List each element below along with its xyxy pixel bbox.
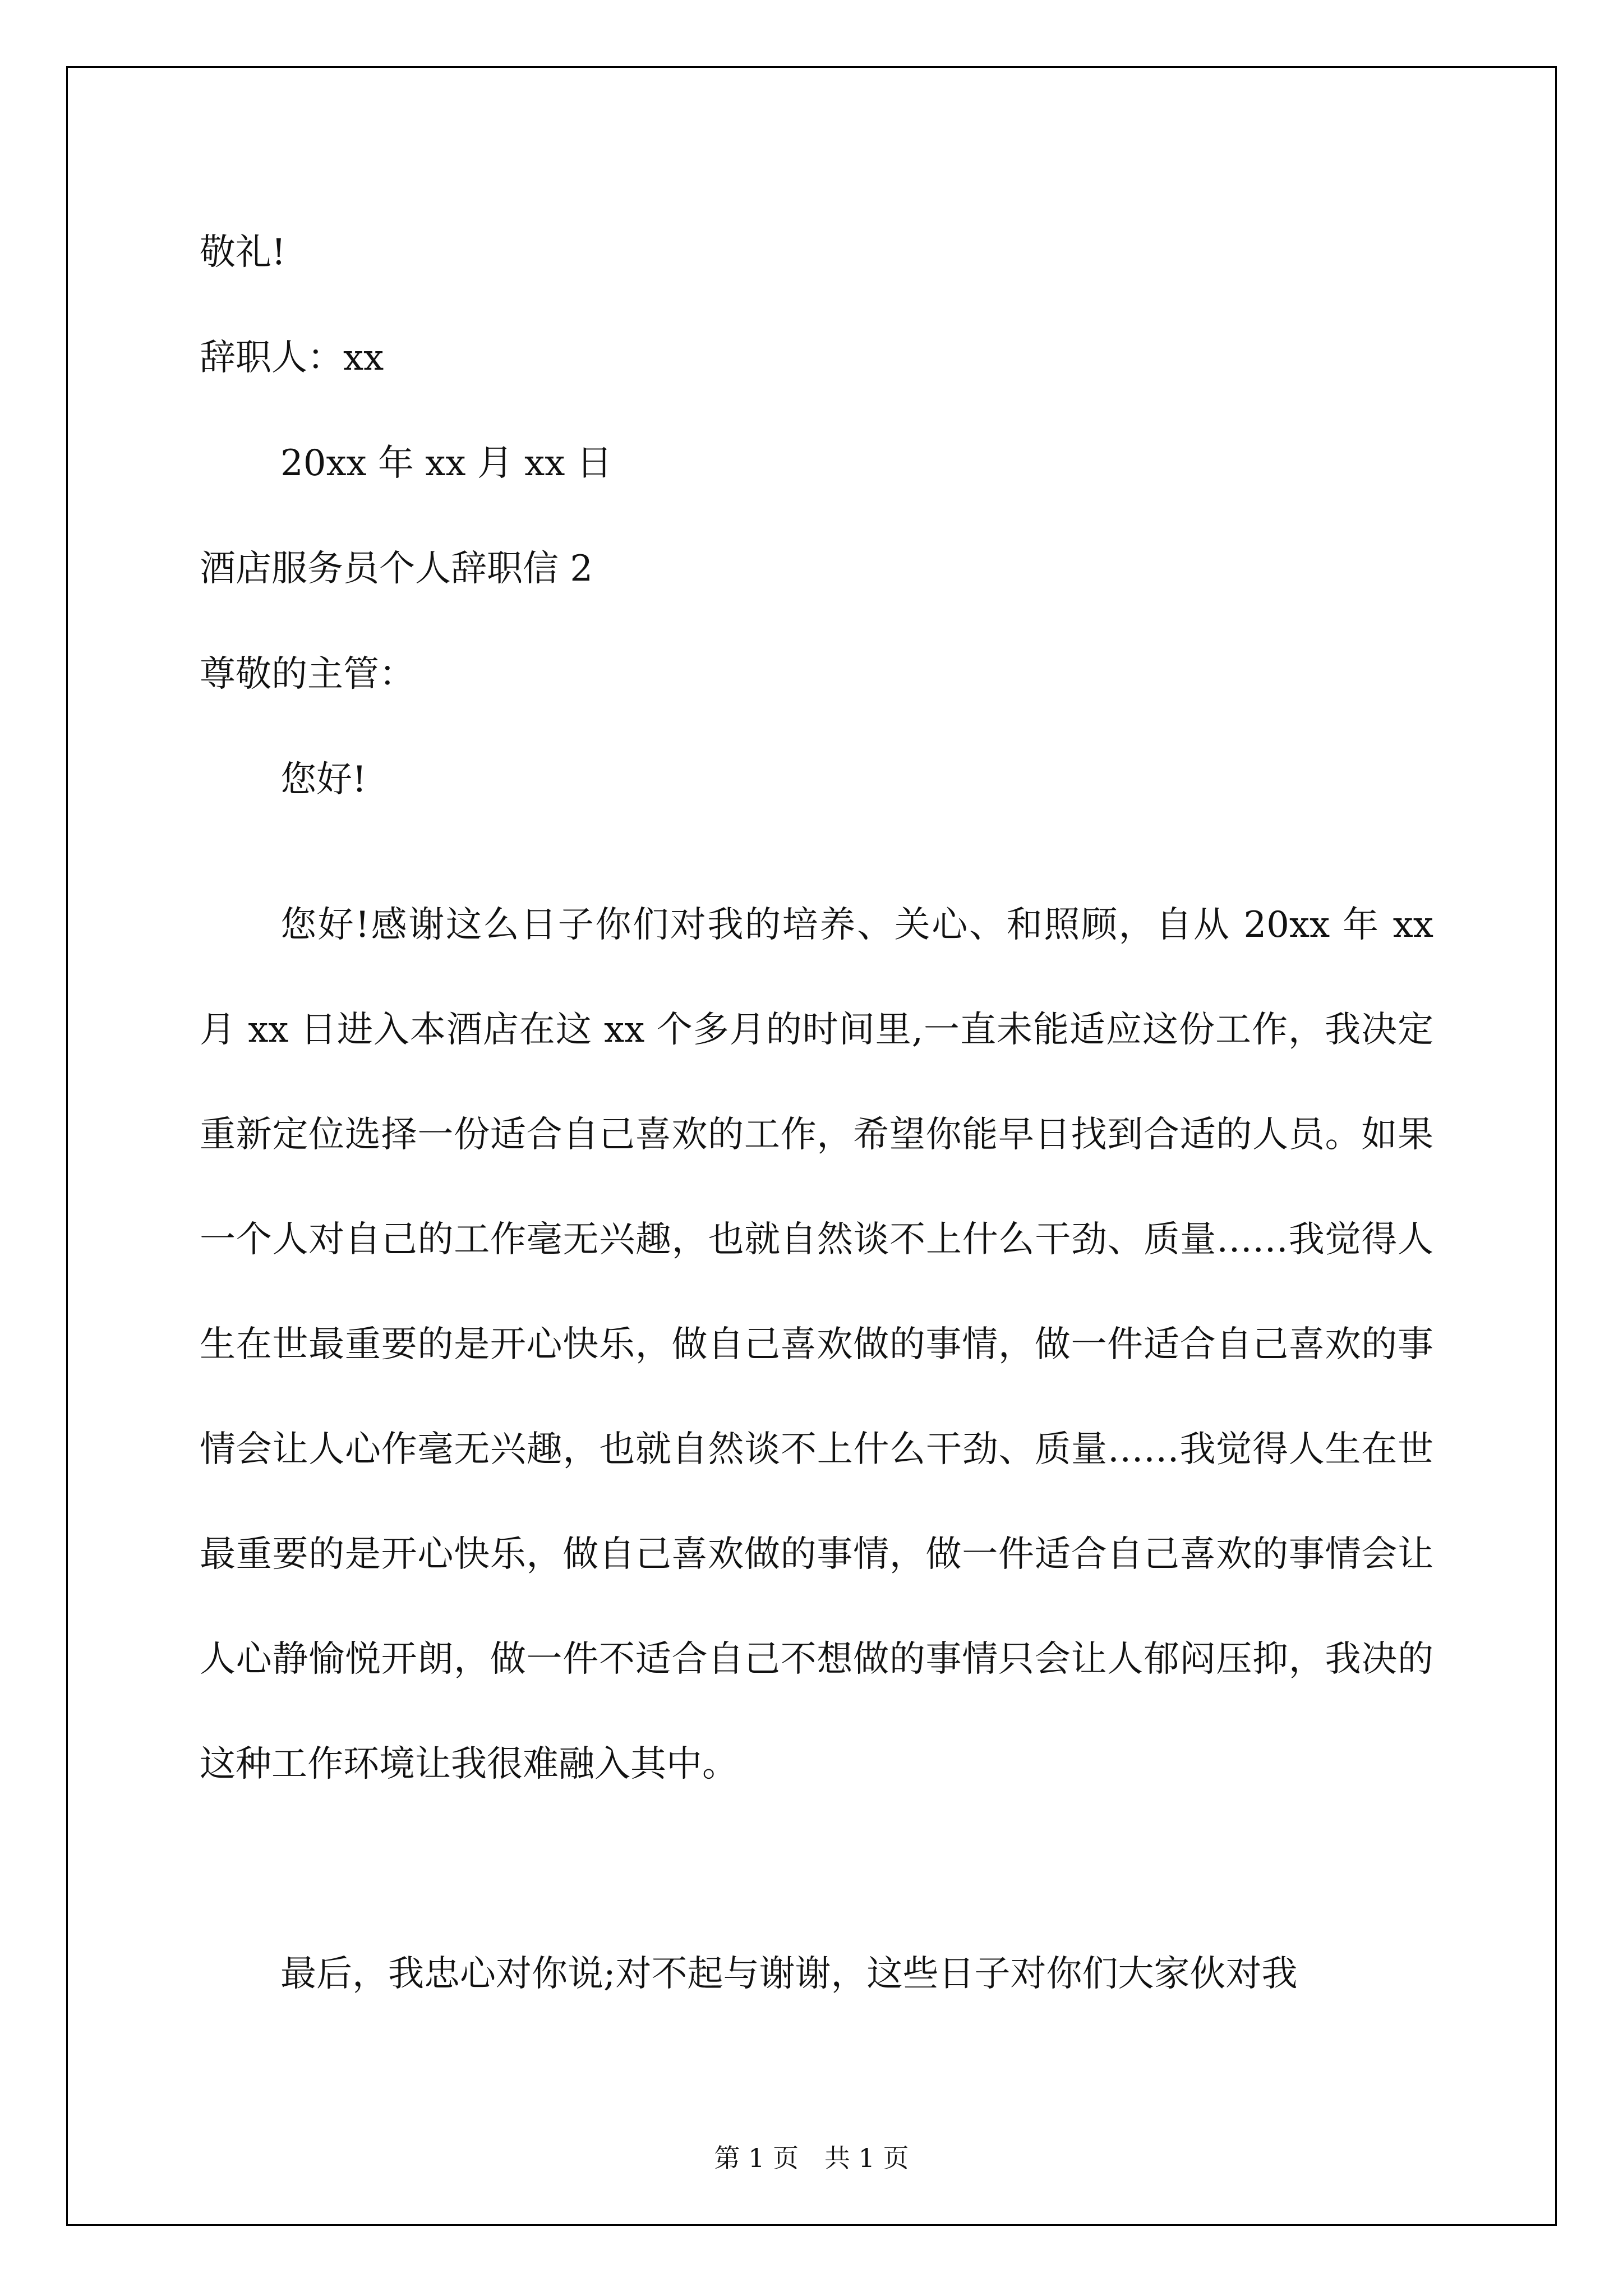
letter-title: 酒店服务员个人辞职信 2 (200, 548, 593, 590)
hello-line: 您好! (280, 759, 367, 800)
signer-line: 辞职人：xx (200, 337, 384, 379)
body-paragraph: 您好!感谢这么日子你们对我的培养、关心、和照顾，自从 20xx 年 xx 月 xx 日进入本酒店在这 xx 个多月的时间里,一直未能适应这份工作，我决定重新定位选择一份适合自己喜欢的工作，希望你能早日找到合适的人员。如果一个人对自己的工作毫无兴趣，也就自然谈不上什么干劲、质量……我觉得人生在世最重要的是开心快乐，做自己喜欢做的事情，做一件适合自己喜欢的事情会让人心作毫无兴趣，也就自然谈不上什么干劲、质量……我觉得人生在世最重要的是开心快乐，做自己喜欢做的事情，做一件适合自己喜欢的事情会让人心静愉悦开朗，做一件不适合自己不想做的事情只会让人郁闷压抑，我决的这种工作环境让我很难融入其中。 (200, 904, 1433, 1785)
greeting-line: 尊敬的主管： (200, 654, 415, 695)
page-footer: 第 1 页 共 1 页 (714, 2143, 909, 2173)
salute-line: 敬礼! (200, 232, 286, 273)
date-line: 20xx 年 xx 月 xx 日 (280, 443, 612, 484)
closing-paragraph: 最后，我忠心对你说;对不起与谢谢，这些日子对你们大家伙对我 (280, 1953, 1298, 1995)
